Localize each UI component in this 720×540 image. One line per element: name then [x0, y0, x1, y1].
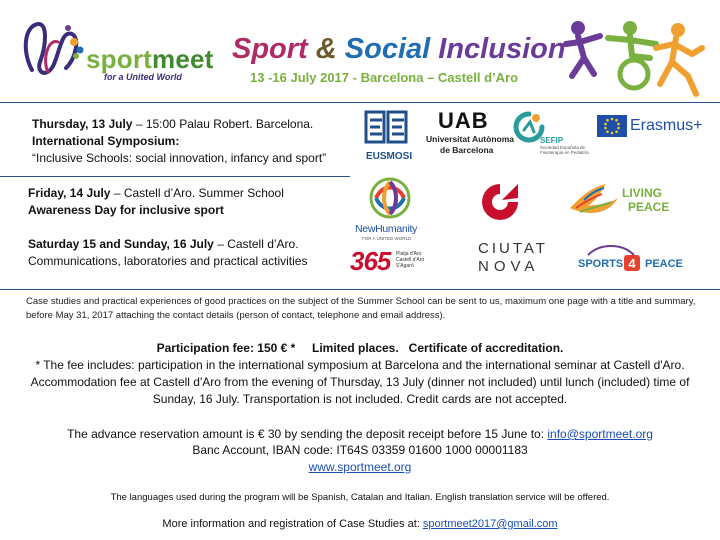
registration-email-link[interactable]: sportmeet2017@gmail.com	[422, 518, 558, 530]
living-peace-label-2: PEACE	[628, 200, 670, 214]
eu-flag-icon	[597, 115, 627, 137]
reservation-text: The advance reservation amount is € 30 by sending the deposit receipt before 15 June to:	[67, 427, 548, 441]
sports4peace-arc-icon	[586, 244, 636, 256]
friday-venue: – Castell d’Aro. Summer School	[110, 186, 284, 200]
thursday-date: Thursday, 13 July	[32, 117, 133, 131]
erasmus-label: Erasmus+	[630, 117, 703, 134]
sportmeet-logo-icon	[18, 12, 88, 84]
thursday-venue: – 15:00 Palau Robert. Barcelona.	[132, 117, 314, 131]
weekend-line	[28, 236, 299, 253]
page-title	[232, 33, 566, 66]
newhumanity-logo-icon	[368, 176, 412, 220]
brand-meet: meet	[152, 44, 214, 74]
living-peace-label-1: LIVING	[622, 186, 663, 200]
newhumanity-subtitle: FOR A UNITED WORLD	[362, 236, 412, 241]
event-divider	[0, 176, 350, 177]
case-studies-notice: Case studies and practical experiences of good practices on the subject of the Summer School can be sent to us, maximum one page with a title and summary, before May 31, 2017 attaching the contact details (person of contact, telephone and email address).	[26, 296, 696, 321]
website-link[interactable]: www.sportmeet.org	[308, 460, 412, 474]
sports4peace-label-a: SPORTS	[578, 258, 624, 270]
header-divider	[0, 102, 720, 103]
symposium-theme: “Inclusive Schools: social innovation, infancy and sport”	[32, 151, 327, 165]
nova-label: NOVA	[478, 258, 540, 275]
sports4peace-four-icon	[623, 254, 641, 272]
event-dates: 13 -16 July 2017 - Barcelona – Castell d’Aro	[250, 70, 519, 85]
languages-note: The languages used during the program will be Spanish, Catalan and Italian. English translation service will be offered.	[110, 492, 610, 503]
uab-line1: Universitat Autònoma	[426, 134, 515, 144]
sefip-label: SEFIP	[540, 136, 564, 145]
title-inclusion: Inclusion	[430, 33, 566, 65]
weekend-venue: – Castell d’Aro.	[213, 237, 299, 251]
uab-line2: de Barcelona	[440, 145, 494, 155]
newhumanity-label: NewHumanity	[355, 223, 418, 235]
more-info-line	[0, 518, 720, 530]
citta-nuova-emblem-icon	[478, 180, 522, 222]
title-social: Social	[344, 33, 431, 65]
thursday-line	[32, 116, 313, 133]
awareness-day: Awareness Day for inclusive sport	[28, 203, 224, 217]
website-line	[0, 460, 720, 474]
symposium-title: International Symposium:	[32, 134, 180, 148]
section-divider	[0, 289, 720, 290]
eusmosi-label: EUSMOSI	[366, 151, 413, 162]
title-sport: Sport	[232, 33, 308, 65]
title-amp: &	[307, 33, 345, 65]
info-email-link[interactable]: info@sportmeet.org	[547, 427, 653, 441]
ciutat-label: CIUTAT	[478, 240, 548, 257]
brand-sport: sport	[86, 44, 152, 74]
platja-365-subtitle: Platja d'Aro Castell d'Aro S'Agaró	[396, 251, 425, 269]
living-peace-dove-icon	[566, 178, 624, 220]
bank-account: Banc Account, IBAN code: IT64S 03359 01600 1000 00001183	[192, 443, 528, 457]
more-info-text: More information and registration of Case Studies at:	[162, 518, 423, 530]
participation-fee: Participation fee: 150 € * Limited places. Certificate of accreditation.	[156, 341, 564, 355]
athletes-illustration-icon	[560, 14, 710, 100]
sefip-subtitle: Sociedad Española de Fisioterapia en Pediatría	[540, 145, 589, 155]
friday-date: Friday, 14 July	[28, 186, 111, 200]
friday-line	[28, 185, 284, 202]
fee-details: * The fee includes: participation in the international symposium at Barcelona and the international seminar at Castell d'Aro. Accommodation fee at Castell d'Aro from the evening of Thursday, 13 July (dinner not included) until lunch (included) time of Sunday, 16 July. Transportation is not included. Credit cards are not accepted.	[30, 358, 690, 406]
sports4peace-label-b: PEACE	[645, 258, 683, 270]
weekend-activities: Communications, laboratories and practical activities	[28, 254, 308, 268]
brand-name	[86, 44, 214, 75]
weekend-date: Saturday 15 and Sunday, 16 July	[28, 237, 214, 251]
brand-tagline: for a United World	[104, 72, 182, 82]
platja-365-logo: 365	[350, 246, 391, 276]
reservation-line	[0, 426, 720, 443]
svg-text:4: 4	[628, 256, 636, 271]
uab-mark: UAB	[438, 108, 489, 133]
